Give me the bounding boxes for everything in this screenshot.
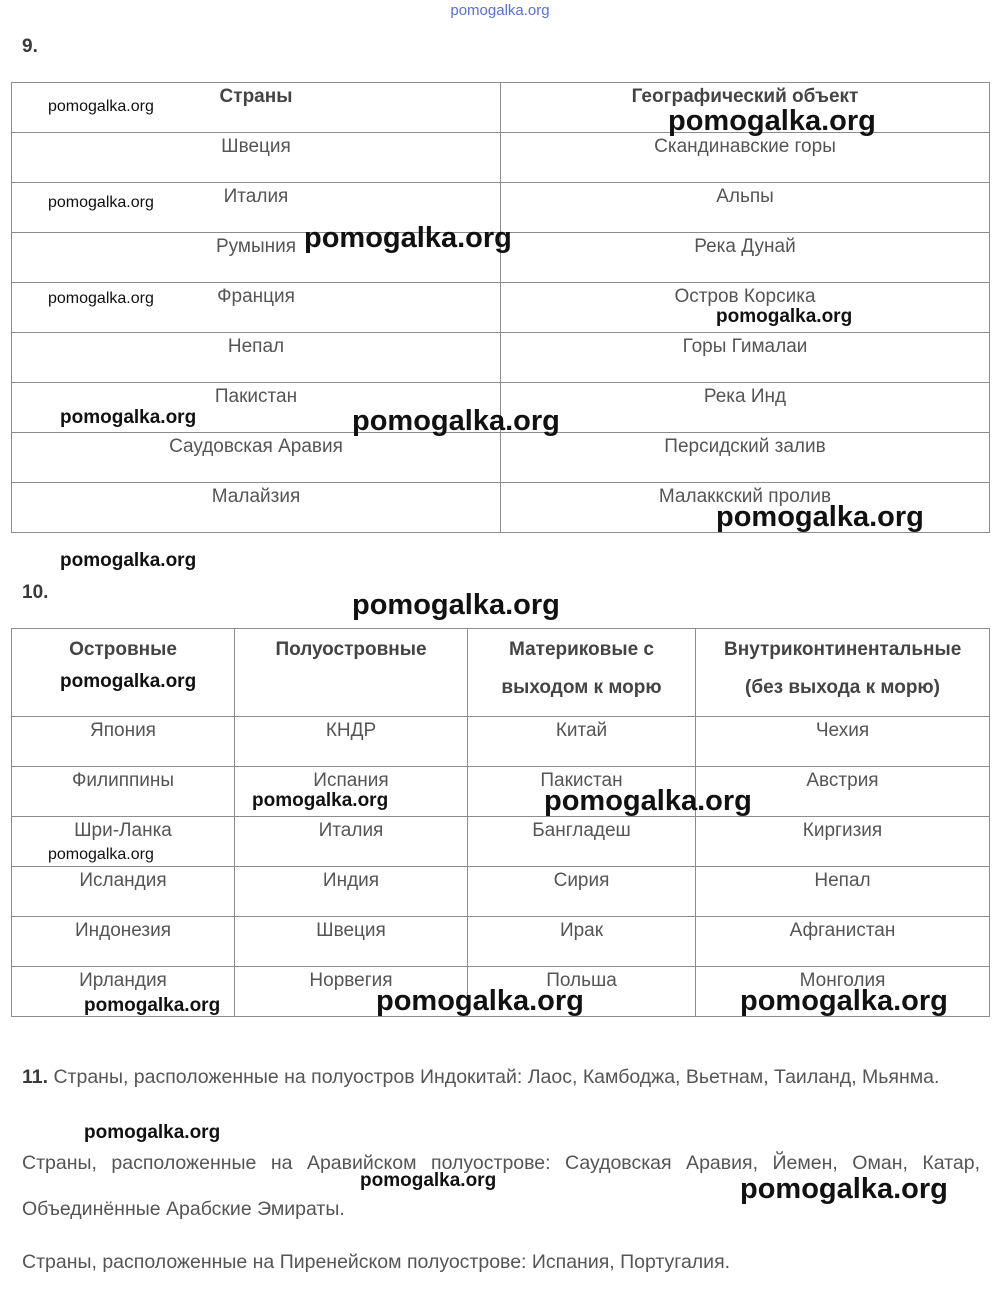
iberian-text: Страны, расположенные на Пиренейском полуострове: Испания, Португалия. xyxy=(22,1251,731,1273)
table-row xyxy=(12,917,990,967)
country-cell: Италия xyxy=(12,183,501,233)
watermark: pomogalka.org xyxy=(352,405,560,437)
watermark: pomogalka.org xyxy=(716,501,924,533)
header-geo-object: Географический объект xyxy=(501,83,990,133)
watermark: pomogalka.org xyxy=(252,790,389,811)
watermark: pomogalka.org xyxy=(60,407,197,428)
watermark: pomogalka.org xyxy=(304,222,512,254)
watermark: pomogalka.org xyxy=(84,1122,221,1143)
table-row xyxy=(12,767,990,817)
peninsular-cell: Испания xyxy=(235,767,468,817)
arabian-text: Страны, расположенные на Аравийском полуострове: Саудовская Аравия, Йемен, Оман, Катар, Объединённые Арабские Эмираты. xyxy=(22,1152,980,1220)
landlocked-cell: Афганистан xyxy=(696,917,990,967)
coastal-cell: Польша xyxy=(468,967,696,1017)
coastal-cell: Бангладеш xyxy=(468,817,696,867)
peninsular-cell: КНДР xyxy=(235,717,468,767)
object-cell: Скандинавские горы xyxy=(501,133,990,183)
watermark: pomogalka.org xyxy=(740,985,948,1017)
country-cell: Румыния xyxy=(12,233,501,283)
section-11-number: 11. xyxy=(22,1066,49,1088)
header-peninsular: Полуостровные xyxy=(235,629,468,717)
island-cell: Ирландия xyxy=(12,967,235,1017)
country-cell: Непал xyxy=(12,333,501,383)
object-cell: Малаккский пролив xyxy=(501,483,990,533)
watermark: pomogalka.org xyxy=(668,105,876,137)
island-cell: Индонезия xyxy=(12,917,235,967)
coastal-cell: Ирак xyxy=(468,917,696,967)
section-11-paragraph-1 xyxy=(22,1054,980,1100)
object-cell: Горы Гималаи xyxy=(501,333,990,383)
header-countries: Страны xyxy=(12,83,501,133)
section-11-paragraph-3 xyxy=(22,1239,980,1285)
table-row xyxy=(12,717,990,767)
country-cell: Швеция xyxy=(12,133,501,183)
peninsular-cell: Индия xyxy=(235,867,468,917)
section-10-number: 10. xyxy=(22,582,49,603)
island-cell: Филиппины xyxy=(12,767,235,817)
table-row xyxy=(12,133,990,183)
site-url[interactable]: pomogalka.org xyxy=(450,2,550,19)
country-cell: Франция xyxy=(12,283,501,333)
island-cell: Шри-Ланка xyxy=(12,817,235,867)
country-cell: Малайзия xyxy=(12,483,501,533)
peninsular-cell: Норвегия xyxy=(235,967,468,1017)
country-cell: Саудовская Аравия xyxy=(12,433,501,483)
island-cell: Исландия xyxy=(12,867,235,917)
country-cell: Пакистан xyxy=(12,383,501,433)
object-cell: Альпы xyxy=(501,183,990,233)
peninsular-cell: Швеция xyxy=(235,917,468,967)
watermark: pomogalka.org xyxy=(360,1170,497,1191)
landlocked-cell: Киргизия xyxy=(696,817,990,867)
watermark: pomogalka.org xyxy=(544,785,752,817)
object-cell: Река Дунай xyxy=(501,233,990,283)
watermark: pomogalka.org xyxy=(60,671,197,692)
landlocked-cell: Непал xyxy=(696,867,990,917)
landlocked-cell: Монголия xyxy=(696,967,990,1017)
watermark: pomogalka.org xyxy=(48,194,154,211)
island-cell: Япония xyxy=(12,717,235,767)
watermark: pomogalka.org xyxy=(352,589,560,621)
object-cell: Остров Корсика xyxy=(501,283,990,333)
object-cell: Река Инд xyxy=(501,383,990,433)
watermark: pomogalka.org xyxy=(60,550,197,571)
section-9-number: 9. xyxy=(22,36,38,57)
object-cell: Персидский залив xyxy=(501,433,990,483)
table-row xyxy=(12,433,990,483)
coastal-cell: Сирия xyxy=(468,867,696,917)
indochina-text: Страны, расположенные на полуостров Индокитай: Лаос, Камбоджа, Вьетнам, Таиланд, Мьянма. xyxy=(53,1066,940,1088)
table-row xyxy=(12,333,990,383)
header-mainland-coastal: Материковые с выходом к морю xyxy=(468,629,696,717)
table-row xyxy=(12,817,990,867)
header-island: Островные xyxy=(12,629,235,717)
table-row xyxy=(12,867,990,917)
watermark: pomogalka.org xyxy=(84,995,221,1016)
header-landlocked: Внутриконтинентальные (без выхода к морю) xyxy=(696,629,990,717)
watermark: pomogalka.org xyxy=(376,985,584,1017)
watermark: pomogalka.org xyxy=(48,290,154,307)
landlocked-cell: Австрия xyxy=(696,767,990,817)
watermark: pomogalka.org xyxy=(716,306,853,327)
coastal-cell: Китай xyxy=(468,717,696,767)
landlocked-cell: Чехия xyxy=(696,717,990,767)
watermark: pomogalka.org xyxy=(48,846,154,863)
watermark: pomogalka.org xyxy=(48,98,154,115)
watermark: pomogalka.org xyxy=(740,1173,948,1205)
peninsular-cell: Италия xyxy=(235,817,468,867)
coastal-cell: Пакистан xyxy=(468,767,696,817)
